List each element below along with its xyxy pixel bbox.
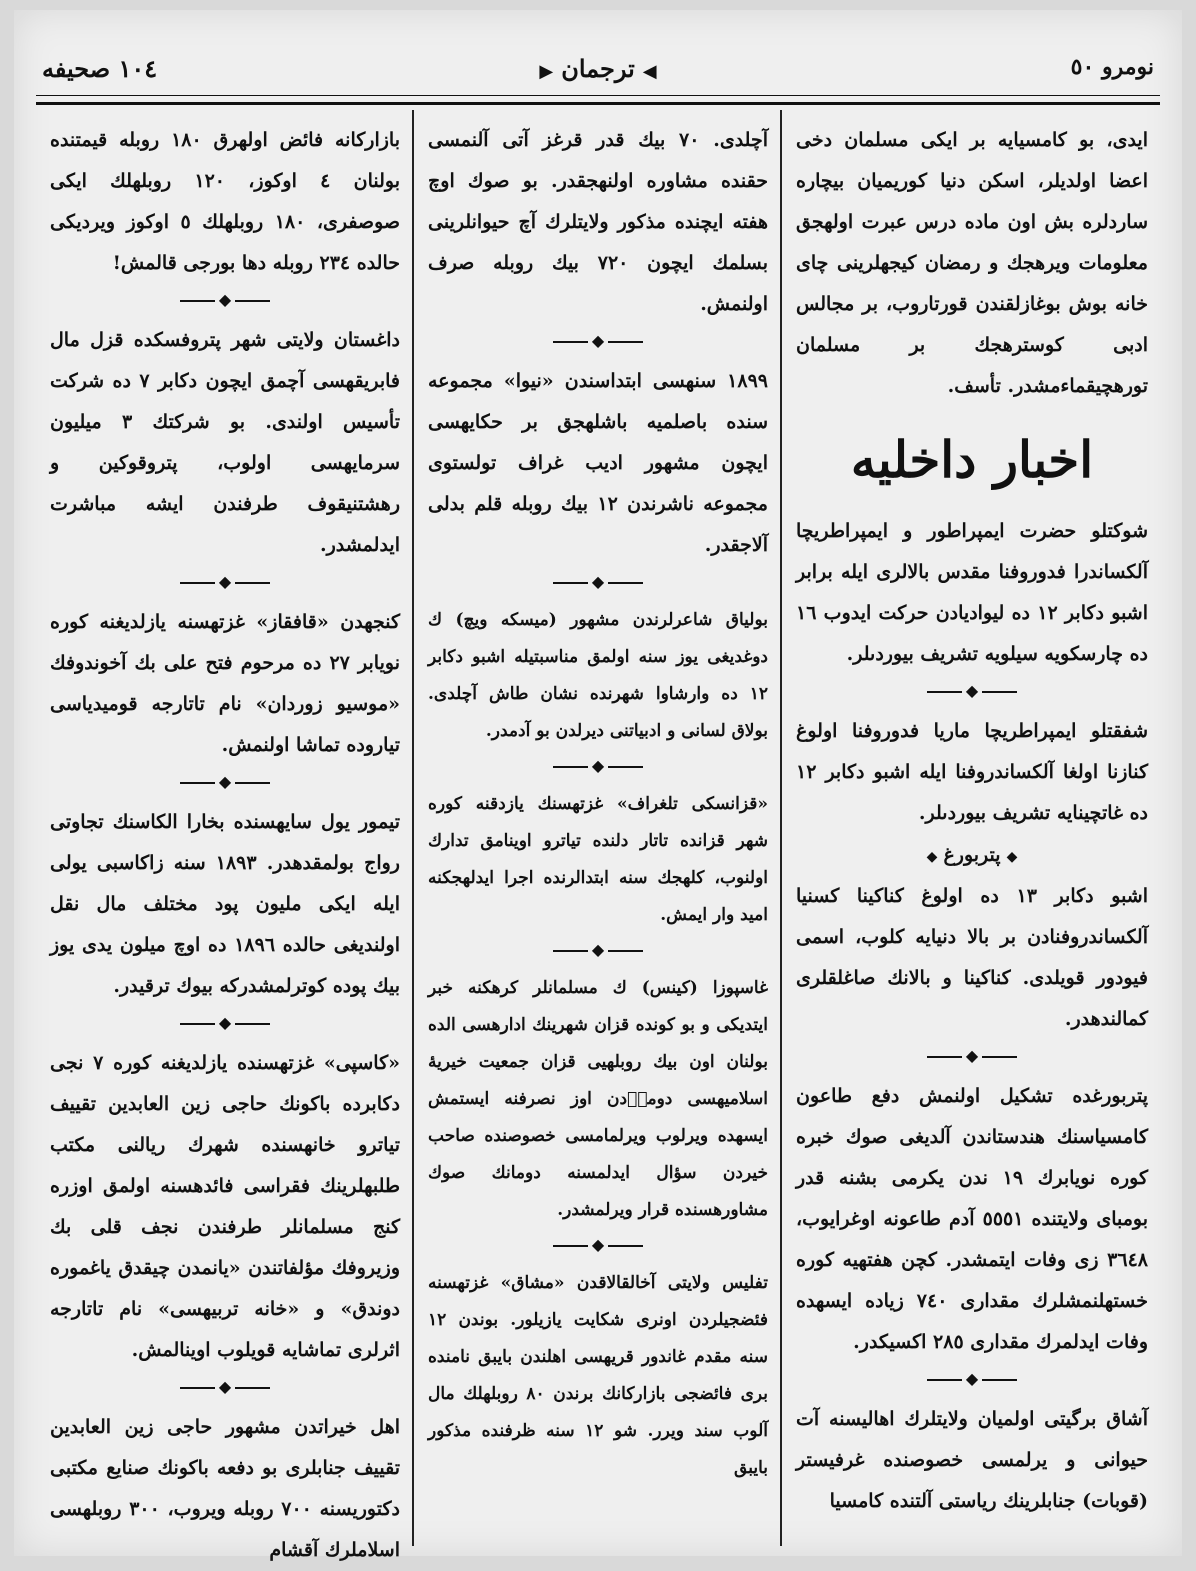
diamond-icon: ◆ xyxy=(588,1235,608,1254)
section-title: اخبار داخليه xyxy=(850,430,1094,489)
article-paragraph: ١٨٩٩ سنهسى ابتداسندن «نيوا» مجموعه سنده باصلميه باشلهجق بر حكايهسى ايچون مشهور اديب غراف تولستوى مجموعه ناشرندن ١٢ بيك روبله قلم بدلى آلاجقدر. xyxy=(428,370,768,556)
diamond-icon: ◆ xyxy=(215,772,235,791)
divider-ornament xyxy=(428,1235,768,1255)
divider-ornament xyxy=(796,681,1148,701)
article-paragraph: شوكتلو حضرت ايمپراطور و ايمپراطريچا آلكساندرا فدوروفنا مقدس بالالرى ايله برابر اشبو دكابر ١٢ ده ليواديادن حركت ايدوب ١٦ ده چارسكويه سيلويه تشريف بيوردىلر. xyxy=(796,520,1149,665)
article-paragraph: غاسپوزا (كينس) ك مسلمانلر كرهكنه خبر ايتديكى و بو كونده قزان شهرينك ادارهسى الده بولنان اون بيك روبلهيى قزان جمعيت خيريهٔ اسلاميهسى دوماٖدن اوز نصرفنه ايستمش ايسهده ويرلوب ويرلمامسى خصوصنده صاحب خيردن سؤال ايدلمسنه دومانك صوك مشاورهسنده قرار ويرلمشدر. xyxy=(428,978,768,1220)
page-number: ١٠٤ صحيفه xyxy=(42,54,158,83)
article-paragraph: تفليس ولايتى آخالقالاقدن «مشاق» غزتهسنه فئضجيلردن اونرى شكايت يازيلور. بوندن ١٢ سنه مقدم غاندور قريهسى اهلندن بايبق نامنده برى فائضجى بازاركانك برندن ٨٠ روبلهلك مال آلوب سند ويرر. شو ١٢ سنه ظرفنده مذكور بايبق xyxy=(428,1273,768,1478)
article-paragraph: تيمور يول سايهسنده بخارا الكاسنك تجاوتى رواج بولمقدهدر. ١٨٩٣ سنه زاكاسبى يولى ايله ايكى مليون پود مختلف مال نقل اولنديغى حالده ١٨٩٦ ده اوچ ميلون يدى يوز بيك پوده كوترلمشدركه بيوك ترقيدر. xyxy=(50,811,400,997)
flourish-icon: ◆ xyxy=(926,849,938,865)
diamond-icon: ◆ xyxy=(588,331,608,350)
diamond-icon: ◆ xyxy=(215,1377,235,1396)
diamond-icon: ◆ xyxy=(588,940,608,959)
divider-ornament xyxy=(428,572,768,592)
divider-ornament xyxy=(50,290,400,310)
ornament-left-icon: ◀ xyxy=(642,61,657,82)
columns xyxy=(36,110,1160,1561)
diamond-icon: ◆ xyxy=(588,572,608,591)
divider-ornament xyxy=(428,331,768,351)
diamond-icon: ◆ xyxy=(215,1013,235,1032)
divider-ornament xyxy=(796,1369,1148,1389)
divider-ornament xyxy=(50,1013,400,1033)
article-paragraph: آشاق برگيتى اولميان ولايتلرك اهاليسنه آت حيوانى و يرلمسى خصوصنده غرفيستر (قوبات) جنابلرينك رياستى آلتنده كامسيا xyxy=(796,1408,1148,1512)
diamond-icon: ◆ xyxy=(962,1369,982,1388)
divider-ornament xyxy=(796,1046,1148,1066)
divider-ornament xyxy=(50,1377,400,1397)
article-paragraph: داغستان ولايتى شهر پتروفسكده قزل مال فابريقهسى آچمق ايچون دكابر ٧ ده شركت تأسيس اولندى. بو شركتك ٣ ميليون سرمايهسى اولوب، پتروقوكين و رهشتنيقوف طرفندن ايشه مباشرت ايدلمشدر. xyxy=(50,329,400,556)
article-paragraph: اهل خيراتدن مشهور حاجى زين العابدين تقييف جنابلرى بو دفعه باكونك صنايع مكتبى دكتوريسنه ٧٠٠ روبله ويروب، ٣٠٠ روبلهسى اسلاملرك آقشام xyxy=(50,1416,400,1561)
article-paragraph: شفقتلو ايمپراطريچا ماريا فدوروفنا اولوغ كنازنا اولغا آلكساندروفنا ايله اشبو دكابر ١٢ ده غاتچينايه تشريف بيوردىلر. xyxy=(796,720,1148,824)
flourish-icon: ◆ xyxy=(1006,849,1018,865)
article-paragraph: بولياق شاعرلرندن مشهور (ميسكه ويچ) ك دوغديغى يوز سنه اولمق مناسبتيله اشبو دكابر ١٢ ده وارشاوا شهرنده نشان طاش آچلدى. بولاق لسانى و ادبياتنى ديرلدن بو آدمدر. xyxy=(428,610,768,741)
ornament-right-icon: ▶ xyxy=(539,61,554,82)
article-paragraph: بازاركانه فائض اولهرق ١٨٠ روبله قيمتنده بولنان ٤ اوكوز، ١٢٠ روبلهلك ايكى صوصفرى، ١٨٠ روبلهلك ٥ اوكوز ويرديكى حالده ٢٣٤ روبله دها بورجى قالمش! xyxy=(50,129,401,274)
divider-ornament xyxy=(428,756,768,776)
newspaper-title xyxy=(531,54,664,83)
subheading xyxy=(796,840,1148,872)
diamond-icon: ◆ xyxy=(588,756,608,775)
newspaper-title-text: ترجمان xyxy=(561,54,635,83)
masthead xyxy=(36,46,1160,105)
diamond-icon: ◆ xyxy=(215,572,235,591)
newspaper-page xyxy=(14,10,1182,1561)
article-paragraph: اشبو دكابر ١٣ ده اولوغ كناكينا كسنيا آلكساندروفنادن بر بالا دنيايه كلوب، اسمى فيودور قويلدى. كناكينا و بالانك صاغلقلرى كمالندهدر. xyxy=(796,885,1148,1030)
article-paragraph: «قزانسكى تلغراف» غزتهسنك يازدقنه كوره شهر قزانده تاتار دلنده تياترو اوينامق تدارك اولنوب، كلهجك سنه ابتدالرنده اجرا ايدلهجكنه اميد وار ايمش. xyxy=(428,794,768,925)
column-right xyxy=(784,110,1160,1546)
diamond-icon: ◆ xyxy=(962,1046,982,1065)
article-paragraph: آچلدى. ٧٠ بيك قدر قرغز آتى آلنمسى حقنده مشاوره اولنهجقدر. بو صوك اوچ هفته ايچنده مذكور ولايتلرك آچ حيوانلرينى بسلمك ايچون ٧٢٠ بيك روبله صرف اولنمش. xyxy=(428,129,768,315)
diamond-icon: ◆ xyxy=(215,290,235,309)
issue-number: نومرو ٥٠ xyxy=(1070,54,1154,80)
divider-ornament xyxy=(50,572,400,592)
article-paragraph: «كاسپى» غزتهسنده يازلديغنه كوره ٧ نجى دكابرده باكونك حاجى زين العابدين تقييف تياترو خانهسنده شهرك ريالنى مكتب طلبهلرينك فقراسى فائدهسنه اولمق اوزره كنج مسلمانلر طرفندن نجف قلى بك وزيروفك مؤلفاتندن «يانمدن چيقدق ياغموره دوندق» و «خانه تربيهسى» نام تاتارجه اثرلرى تماشايه قويلوب اوينالمش. xyxy=(50,1052,400,1361)
column-left xyxy=(38,110,414,1561)
column-middle xyxy=(416,110,782,1546)
divider-ornament xyxy=(428,940,768,960)
article-paragraph: ايدى، بو كامسيايه بر ايكى مسلمان دخى اعضا اولديلر، اسكن دنيا كوريميان بيچاره ساردلره بش اون ماده درس عبرت اولهجق معلومات ويرهجك و رمضان كيجهلرينى چاى خانه بوش بوغازلقندن قورتاروب، بر مجالس ادبى كوسترهجك بر مسلمان تورهچيقماءمشدر. تأسف. xyxy=(796,129,1148,397)
divider-ornament xyxy=(50,772,400,792)
diamond-icon: ◆ xyxy=(962,681,982,700)
article-paragraph: كنجهدن «قافقاز» غزتهسنه يازلديغنه كوره نويابر ٢٧ ده مرحوم فتح على بك آخوندوفك «موسيو زوردان» نام تاتارجه قوميدياسى تياروده تماشا اولنمش. xyxy=(50,611,400,756)
subheading-text: پتربورغ xyxy=(943,844,1001,866)
masthead-rule xyxy=(36,95,1160,96)
article-paragraph: پتربورغده تشكيل اولنمش دفع طاعون كامسياسنك هندستاندن آلديغى صوك خبره كوره نويابرك ١٩ ندن يكرمى بشنه قدر بومباى ولايتنده ٥٥٥١ آدم طاعونه اوغرايوب، ٣٦٤٨ زى وفات ايتمشدر. كچن هفتهيه كوره خستهلنمشلرك مقدارى ٧٤٠ زياده ايسهده وفات ايدلمرك مقدارى ٢٨٥ اكسيكدر. xyxy=(796,1085,1148,1353)
